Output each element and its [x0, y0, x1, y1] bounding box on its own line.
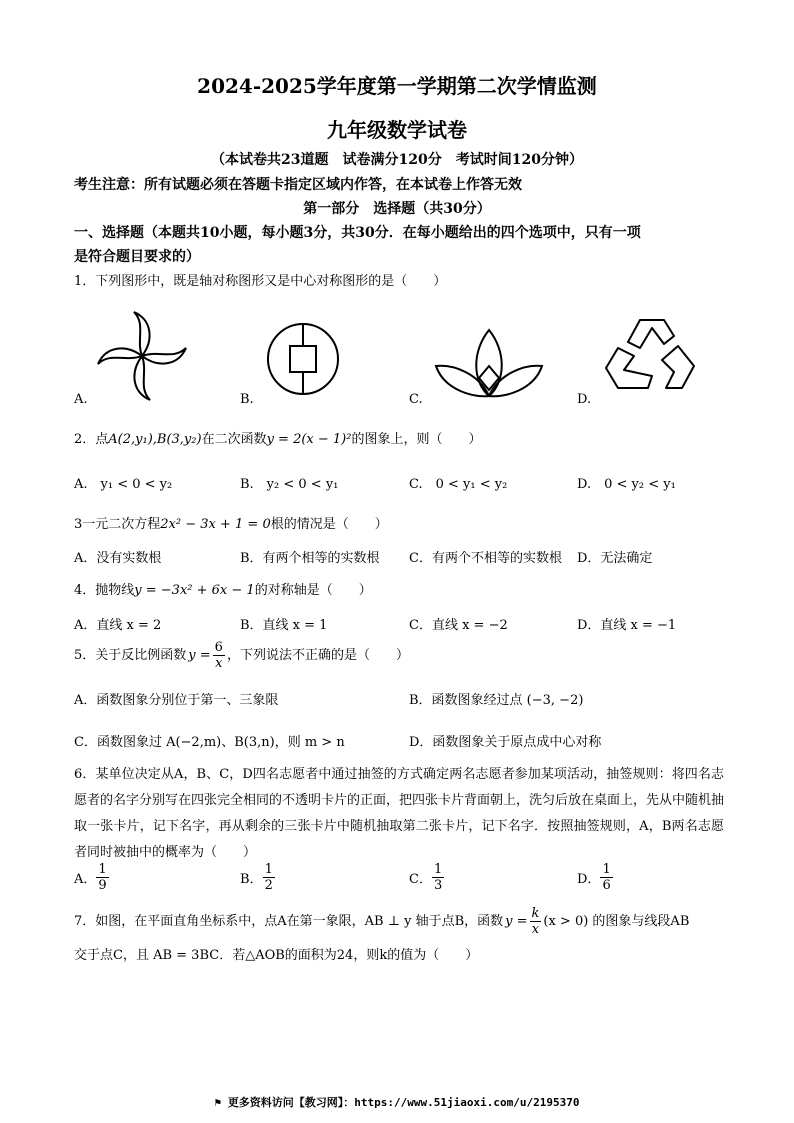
q6-option-d: [577, 862, 613, 893]
q3-option-b: B．有两个相等的实数根: [240, 551, 380, 566]
q6-option-c-label: C．: [409, 872, 432, 887]
q6-option-d-fraction: [600, 862, 612, 893]
q4-option-a: A．直线 x = 2: [74, 618, 162, 633]
q5-stem: [74, 640, 409, 671]
q2-stem-post: 的图象上，则（ ）: [351, 432, 482, 447]
lotus-figure: [434, 326, 544, 402]
exam-title: 2024-2025学年度第一学期第二次学情监测: [197, 74, 597, 98]
q6-option-c-num: 1: [433, 862, 443, 877]
q2-stem-points: A(2,y₁),B(3,y₂): [108, 432, 202, 447]
q4-stem-equation: y = −3x² + 6x − 1: [134, 583, 255, 598]
section-heading-line2: 是符合题目要求的）: [74, 249, 200, 265]
coin-figure: [266, 322, 340, 396]
footer-link[interactable]: [0, 1094, 794, 1110]
q3-stem: [74, 514, 388, 536]
q5-stem-pre: 5．关于反比例函数: [74, 647, 187, 663]
q3-stem-equation: 2x² − 3x + 1 = 0: [160, 517, 271, 532]
q3-option-a: A．没有实数根: [74, 551, 162, 566]
q6-option-b: [240, 862, 275, 893]
q6-option-a-den: 9: [98, 878, 107, 893]
q2-option-b: B. y₂ < 0 < y₁: [240, 477, 339, 492]
q5-stem-post: ，下列说法不正确的是（ ）: [226, 647, 409, 663]
q6-option-b-num: 1: [264, 862, 273, 877]
q2-option-a: A. y₁ < 0 < y₂: [74, 477, 173, 492]
flag-icon: ⚑: [214, 1096, 228, 1109]
q5-option-d: D．函数图象关于原点成中心对称: [409, 735, 602, 750]
q4-option-c: C．直线 x = −2: [409, 618, 508, 633]
q7-line1-post: (x > 0) 的图象与线段AB: [543, 913, 690, 929]
q3-stem-pre: 3一元二次方程: [74, 517, 161, 532]
q4-option-b: B．直线 x = 1: [240, 618, 328, 633]
q7-fraction-num: k: [531, 906, 540, 921]
exam-info: （本试卷共23道题 试卷满分120分 考试时间120分钟）: [211, 152, 583, 168]
q2-stem-function: y = 2(x − 1)²: [266, 432, 352, 447]
q1-option-d: D.: [577, 392, 592, 407]
q6-option-c-fraction: [432, 862, 444, 893]
q7-fraction: [530, 906, 542, 937]
exam-subtitle: 九年级数学试卷: [327, 118, 467, 142]
q6-option-b-fraction: [263, 862, 275, 893]
q6-option-c: [409, 862, 444, 893]
q4-option-d: D．直线 x = −1: [577, 618, 677, 633]
q6-option-b-den: 2: [264, 878, 273, 893]
q1-option-c: C.: [409, 392, 423, 407]
q6-option-a: [74, 862, 109, 893]
q7-line1: [74, 906, 689, 937]
notice: 考生注意：所有试题必须在答题卡指定区域内作答，在本试卷上作答无效: [74, 177, 522, 193]
q2-stem: [74, 429, 481, 451]
q3-stem-post: 根的情况是（ ）: [270, 517, 388, 532]
q4-stem: [74, 580, 372, 602]
recycle-figure: [604, 318, 696, 392]
q6-option-a-num: 1: [98, 862, 107, 877]
q5-fn-y: y =: [188, 647, 211, 663]
q6-option-a-fraction: [96, 862, 108, 893]
q5-option-c: C．函数图象过 A(−2,m)、B(3,n)，则 m > n: [74, 735, 345, 750]
q6-option-c-den: 3: [433, 878, 443, 893]
q6-option-a-label: A．: [74, 872, 97, 887]
q4-stem-post: 的对称轴是（ ）: [254, 583, 372, 598]
q6-stem: 6．某单位决定从A，B、C，D四名志愿者中通过抽签的方式确定两名志愿者参加某项活动，抽签规则：将四名志愿者的名字分别写在四张完全相同的不透明卡片的正面，把四张卡片背面朝上，洗匀后放在桌面上，先从中随机抽取一张卡片，记下名字，再从剩余的三张卡片中随机抽取第二张卡片，记下名字．按照抽签规则，A，B两名志愿者同时被抽中的概率为（ ）: [74, 767, 725, 860]
q5-fraction-num: 6: [214, 640, 223, 655]
q7-line2: 交于点C，且 AB = 3BC．若△AOB的面积为24，则k的值为（ ）: [74, 948, 479, 963]
section-heading-line1: 一、选择题（本题共10小题，每小题3分，共30分．在每小题给出的四个选项中，只有一项: [74, 225, 641, 241]
pinwheel-figure: [96, 310, 188, 402]
q2-stem-pre: 2．点: [74, 432, 109, 447]
q7-fn-y: y =: [505, 913, 528, 929]
part-heading: 第一部分 选择题（共30分）: [303, 201, 491, 217]
q6-option-d-den: 6: [602, 878, 611, 893]
q1-option-b: B.: [240, 392, 254, 407]
q6-option-d-num: 1: [602, 862, 611, 877]
q3-option-c: C．有两个不相等的实数根: [409, 551, 562, 566]
q2-option-c: C. 0 < y₁ < y₂: [409, 477, 508, 492]
q7-fraction-den: x: [531, 922, 540, 937]
q3-option-d: D．无法确定: [577, 551, 653, 566]
q2-option-d: D. 0 < y₂ < y₁: [577, 477, 676, 492]
q6-option-b-label: B．: [240, 872, 263, 887]
q4-stem-pre: 4．抛物线: [74, 583, 135, 598]
q2-stem-mid: 在二次函数: [201, 432, 267, 447]
q5-option-a: A．函数图象分别位于第一、三象限: [74, 693, 279, 708]
q1-stem: 1．下列图形中，既是轴对称图形又是中心对称图形的是（ ）: [74, 274, 447, 289]
q7-line1-pre: 7．如图，在平面直角坐标系中，点A在第一象限，AB ⊥ y 轴于点B，函数: [74, 913, 504, 929]
footer-text: 更多资料访问【教习网】：https://www.51jiaoxi.com/u/2195370: [227, 1096, 580, 1109]
q1-option-a: A.: [74, 392, 88, 407]
q6-option-d-label: D．: [577, 872, 601, 887]
q5-option-b: B．函数图象经过点 (−3, −2): [409, 693, 584, 708]
q5-fraction: [213, 640, 225, 671]
q5-fraction-den: x: [215, 656, 223, 671]
